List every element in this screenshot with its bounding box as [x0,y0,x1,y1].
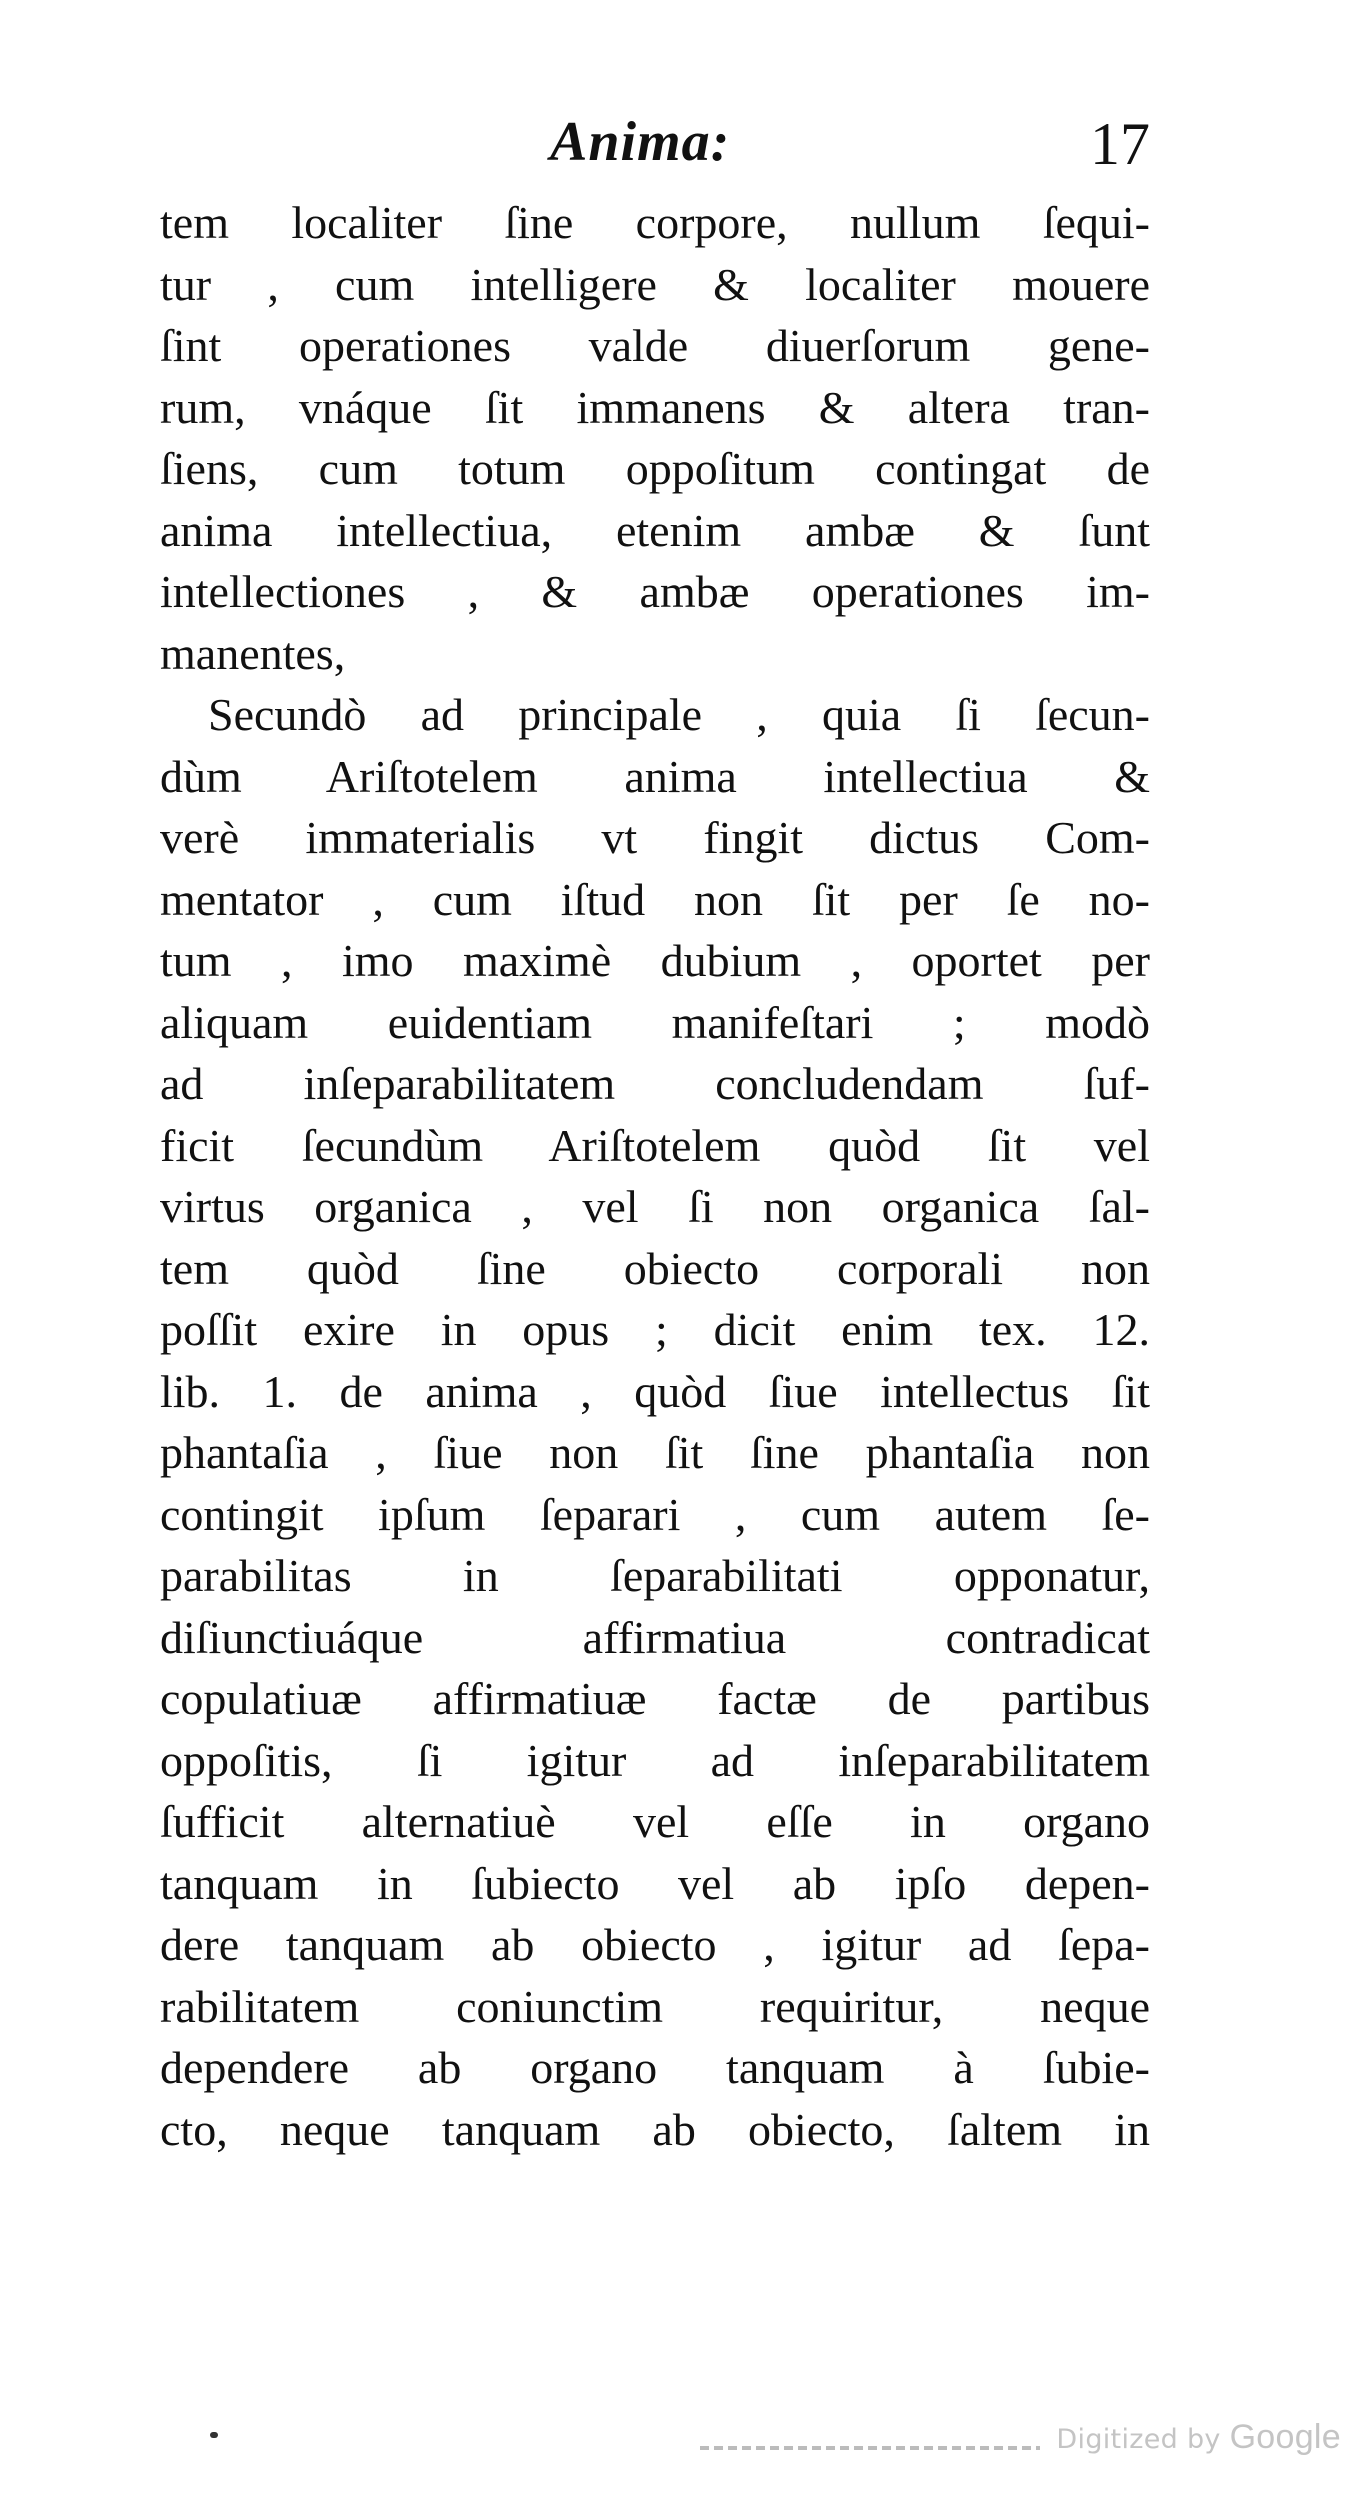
text-line: tem localiter ſine corpore, nullum ſequi- [160,197,1150,248]
text-line: dere tanquam ab obiecto , igitur ad ſepa- [160,1919,1150,1970]
text-line: ſufficit alternatiuè vel eſſe in organo [160,1796,1150,1847]
text-line: intellectiones , & ambæ operationes im- [160,566,1150,617]
text-line: ſiens, cum totum oppoſitum contingat de [160,443,1150,494]
text-line: anima intellectiua, etenim ambæ & ſunt [160,504,1150,556]
text-line: diſiunctiuáque affirmatiua contradicat [160,1611,1150,1663]
text-line: virtus organica , vel ſi non organica ſal- [160,1181,1150,1232]
text-line: dùm Ariſtotelem anima intellectiua & [160,750,1150,802]
text-line: aliquam euidentiam manifeſtari ; modò [160,996,1150,1048]
text-line: copulatiuæ affirmatiuæ factæ de partibus [160,1673,1150,1724]
text-line: rum, vnáque ſit immanens & altera tran- [160,381,1150,433]
text-line: tum , imo maximè dubium , oportet per [160,935,1150,986]
text-line: rabilitatem coniunctim requiritur, neque [160,1980,1150,2032]
watermark-prefix: Digitized by [1056,2424,1221,2455]
text-line: Secundò ad principale , quia ſi ſecun- [208,689,1150,740]
text-line: manentes, [160,627,346,679]
text-line: dependere ab organo tanquam à ſubie- [160,2042,1150,2093]
running-title: Anima: [550,111,731,173]
ink-speck [210,2432,218,2438]
watermark-brand: Google [1229,2418,1341,2456]
text-line: tem quòd ſine obiecto corporali non [160,1242,1150,1294]
digitization-watermark [1056,2418,1341,2457]
page-number: 17 [1090,111,1150,177]
text-line: phantaſia , ſiue non ſit ſine phantaſia non [160,1427,1150,1478]
text-line: ſint operationes valde diuerſorum gene- [160,320,1150,371]
text-line: ad inſeparabilitatem concludendam ſuf- [160,1058,1150,1109]
scan-smudge [700,2446,1040,2450]
text-line: verè immaterialis vt fingit dictus Com- [160,812,1150,863]
text-line: tanquam in ſubiecto vel ab ipſo depen- [160,1857,1150,1909]
page-header [160,110,1150,200]
text-line: parabilitas in ſeparabilitati opponatur, [160,1550,1150,1601]
text-line: lib. 1. de anima , quòd ſiue intellectus ſit [160,1365,1150,1417]
text-line: mentator , cum iſtud non ſit per ſe no- [160,873,1150,925]
text-line: ficit ſecundùm Ariſtotelem quòd ſit vel [160,1119,1150,1171]
text-line: contingit ipſum ſeparari , cum autem ſe- [160,1488,1150,1540]
body-text [160,192,1150,2160]
text-line: tur , cum intelligere & localiter mouere [160,258,1150,310]
text-line: cto, neque tanquam ab obiecto, ſaltem in [160,2103,1150,2155]
text-line: poſſit exire in opus ; dicit enim tex. 12. [160,1304,1150,1355]
text-line: oppoſitis, ſi igitur ad inſeparabilitatem [160,1734,1150,1786]
